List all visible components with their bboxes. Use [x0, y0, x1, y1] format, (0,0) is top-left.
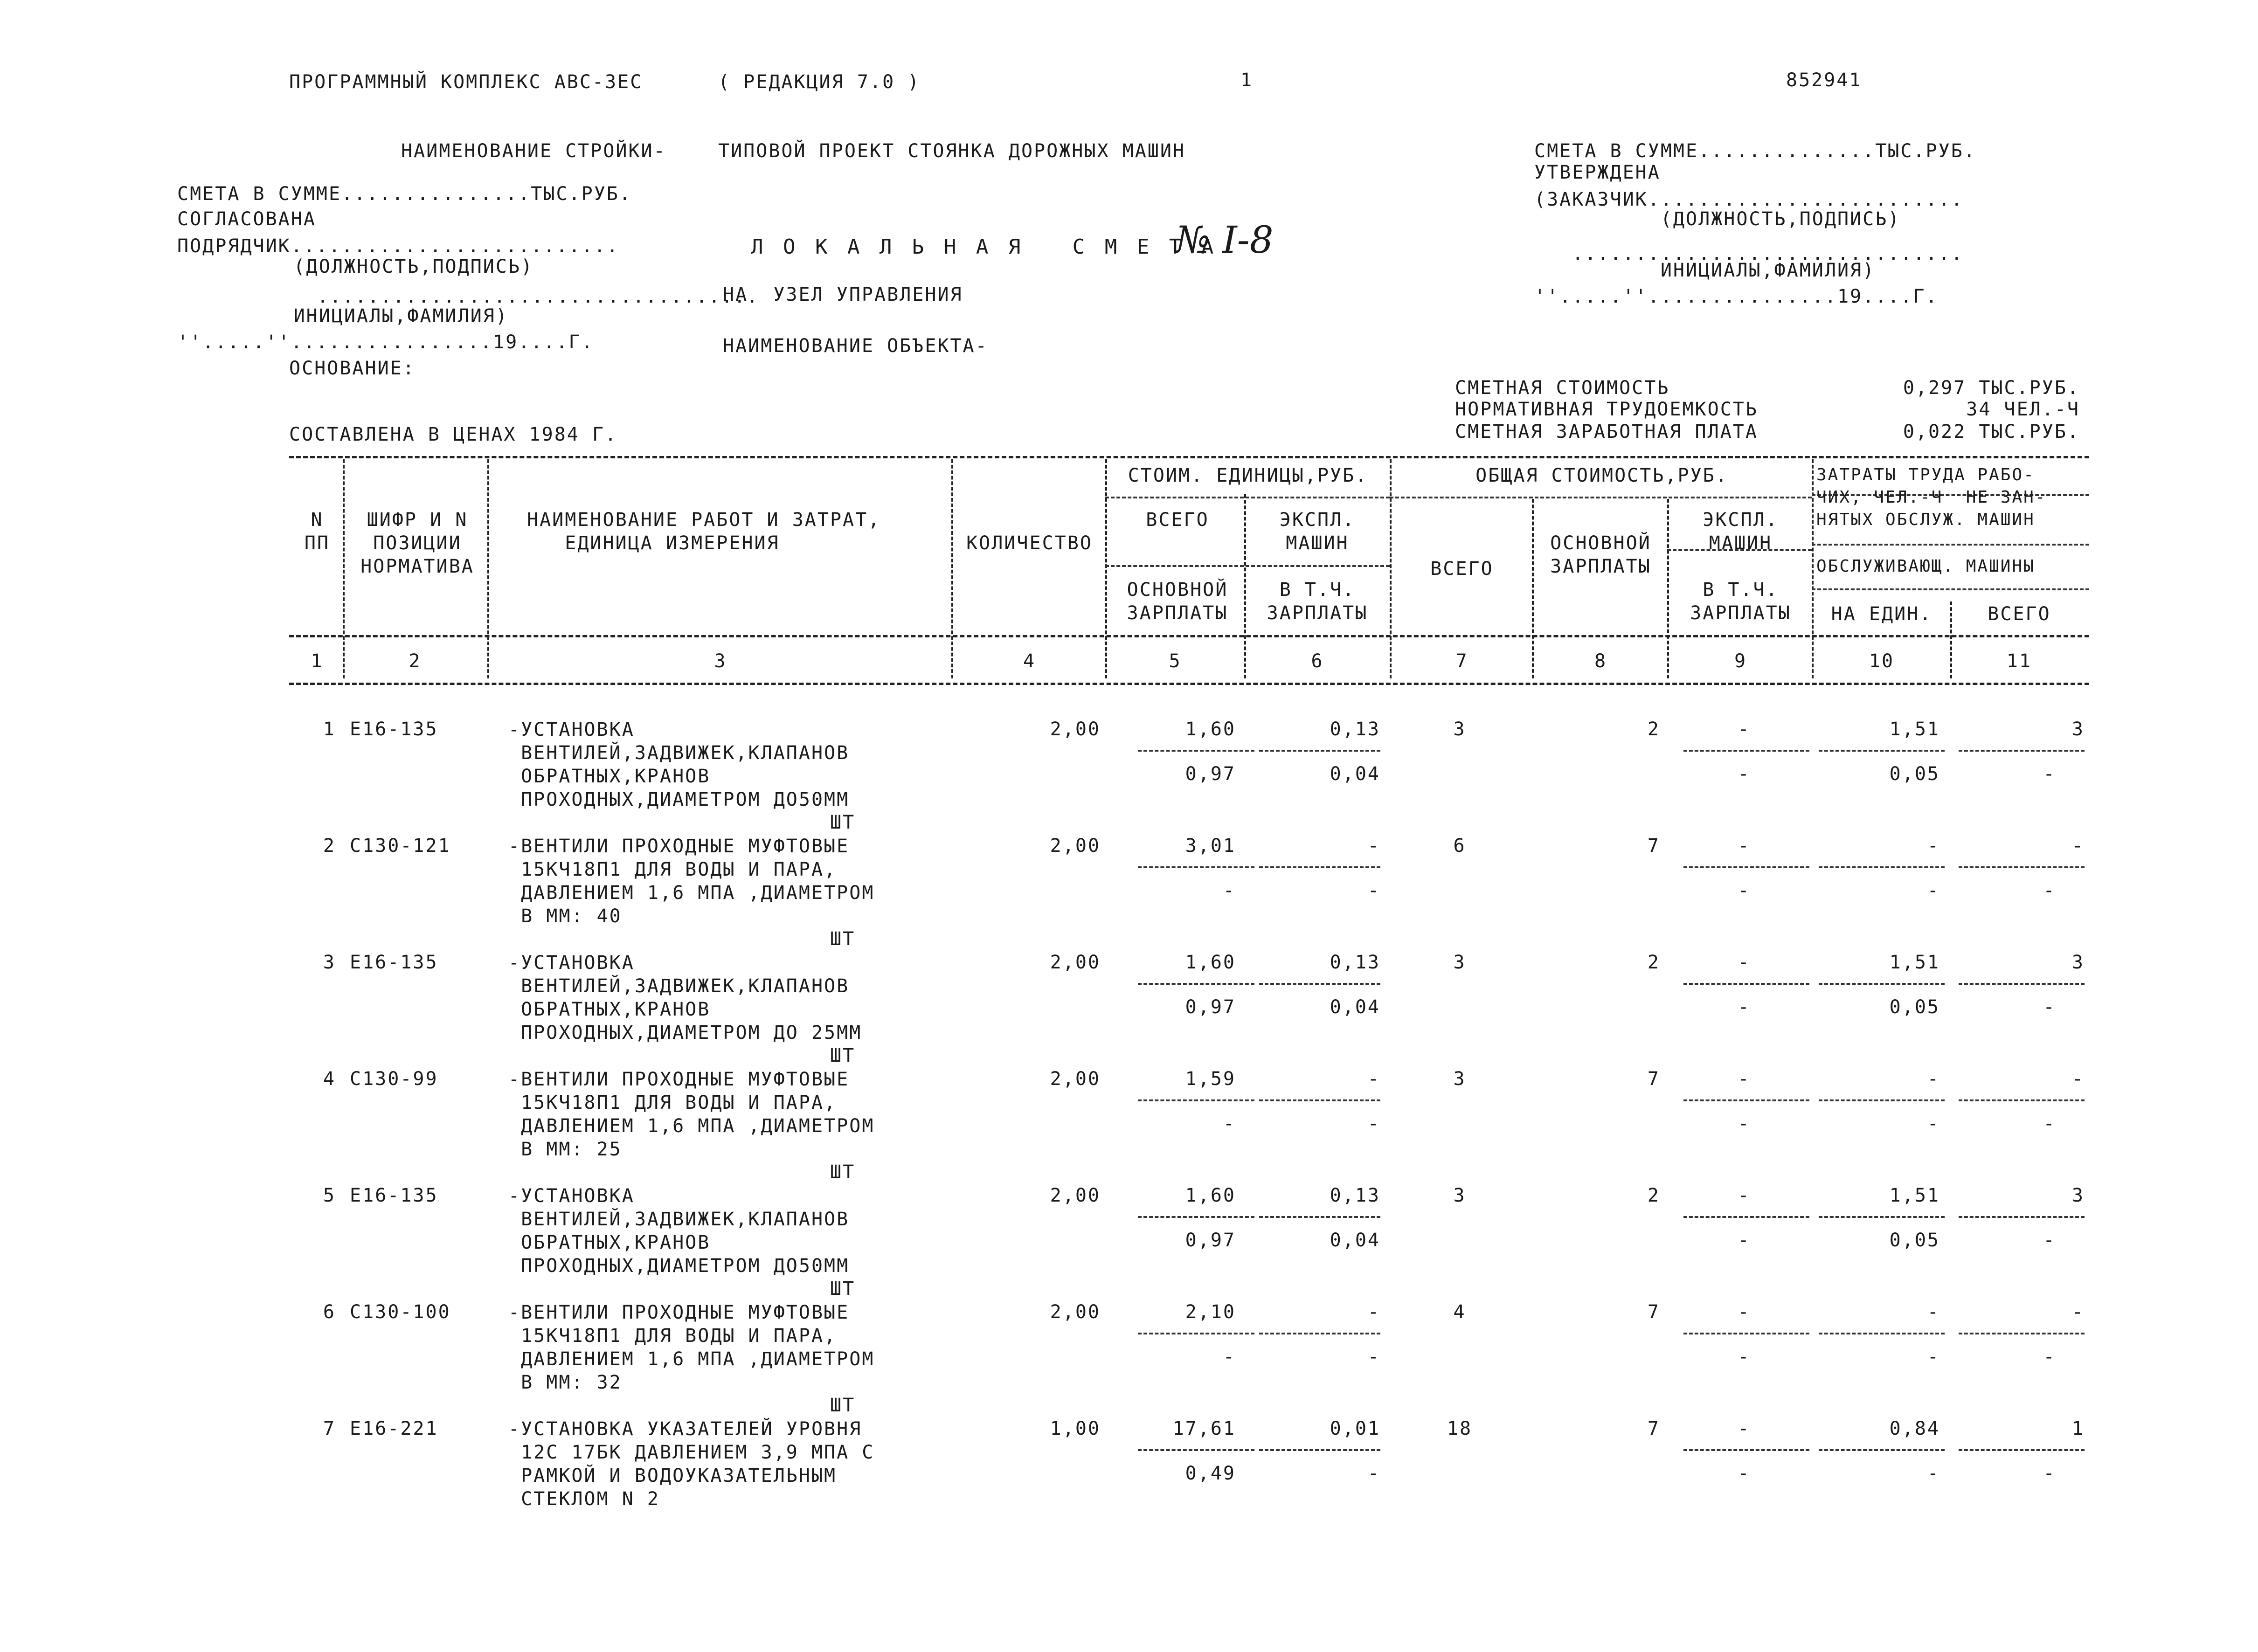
row-total-machine-wages: -	[1738, 1346, 1751, 1368]
row-divider	[1959, 750, 2085, 752]
col-header-7: ВСЕГО	[1430, 558, 1494, 580]
row-total-wages: 7	[1647, 835, 1660, 857]
row-unit-machine-wages: 0,04	[1330, 1230, 1380, 1251]
col-header-8: ОСНОВНОЙ ЗАРПЛАТЫ	[1550, 532, 1651, 577]
row-total-machines: -	[1738, 719, 1751, 740]
approval-line-5: ...............................	[1534, 243, 1964, 264]
row-unit-wages: -	[1223, 1346, 1236, 1368]
row-divider	[1259, 1216, 1380, 1218]
construction-label: НАИМЕНОВАНИЕ СТРОЙКИ-	[401, 140, 666, 162]
summary-value-1: 0,297 ТЫС.РУБ.	[1903, 377, 2080, 399]
row-divider	[1683, 866, 1809, 868]
row-labor-total-machines: -	[2043, 1463, 2056, 1484]
row-unit-machines: -	[1367, 835, 1380, 857]
summary-value-2: 34 ЧЕЛ.-Ч	[1966, 399, 2080, 420]
row-divider	[1259, 866, 1380, 868]
row-divider	[1138, 1216, 1254, 1218]
row-unit: ШТ	[830, 1395, 856, 1416]
approval-line-7: ''.....''...............19....Г.	[1534, 286, 1939, 307]
row-divider	[1959, 1333, 2085, 1334]
row-total-wages: 7	[1647, 1068, 1660, 1090]
row-description: -УСТАНОВКА ВЕНТИЛЕЙ,ЗАДВИЖЕК,КЛАПАНОВ ОБРАТНЫХ,КРАНОВ ПРОХОДНЫХ,ДИАМЕТРОМ ДО 25ММ	[508, 952, 862, 1044]
col-header-4: КОЛИЧЕСТВО	[966, 532, 1093, 554]
page-number: 1	[1240, 69, 1254, 91]
row-divider	[1819, 1333, 1945, 1334]
construction-value: ТИПОВОЙ ПРОЕКТ СТОЯНКА ДОРОЖНЫХ МАШИН	[718, 140, 1186, 162]
col-number-11: 11	[2006, 650, 2032, 672]
row-total: 3	[1453, 1185, 1466, 1206]
row-number: 7	[323, 1418, 336, 1439]
row-divider	[1259, 1333, 1380, 1334]
summary-label-1: СМЕТНАЯ СТОИМОСТЬ	[1455, 377, 1670, 399]
row-labor-unit: -	[1927, 835, 1940, 857]
row-labor-unit-machines: -	[1927, 1113, 1940, 1134]
agreement-line-5: ...................................	[317, 286, 759, 307]
row-description: -ВЕНТИЛИ ПРОХОДНЫЕ МУФТОВЫЕ 15КЧ18П1 ДЛЯ ВОДЫ И ПАРА, ДАВЛЕНИЕМ 1,6 МПА ,ДИАМЕТРОМ В ММ: 32	[508, 1302, 875, 1393]
row-labor-unit: -	[1927, 1068, 1940, 1090]
row-unit-machines: 0,13	[1330, 952, 1380, 973]
approval-line-6: ИНИЦИАЛЫ,ФАМИЛИЯ)	[1534, 260, 1876, 281]
row-quantity: 2,00	[1050, 952, 1101, 973]
row-total-machine-wages: -	[1738, 763, 1751, 785]
agreement-line-6: ИНИЦИАЛЫ,ФАМИЛИЯ)	[205, 305, 508, 327]
row-code: С130-100	[350, 1301, 451, 1323]
row-number: 1	[323, 719, 336, 740]
row-unit-wages: -	[1223, 880, 1236, 901]
row-labor-unit-machines: 0,05	[1889, 1230, 1940, 1251]
row-number: 4	[323, 1068, 336, 1090]
row-labor-unit: 1,51	[1889, 952, 1940, 973]
row-code: С130-99	[350, 1068, 438, 1090]
row-unit-machines: 0,13	[1330, 1185, 1380, 1206]
row-unit-machine-wages: -	[1367, 1463, 1380, 1484]
row-total-machine-wages: -	[1738, 880, 1751, 901]
summary-label-2: НОРМАТИВНАЯ ТРУДОЕМКОСТЬ	[1455, 399, 1758, 420]
row-unit-machines: -	[1367, 1068, 1380, 1090]
row-total: 3	[1453, 952, 1466, 973]
program-name: ПРОГРАММНЫЙ КОМПЛЕКС АВС-3ЕС	[289, 71, 643, 93]
col-header-labor-machines: ОБСЛУЖИВАЮЩ. МАШИНЫ	[1816, 557, 2035, 576]
col-number-5: 5	[1169, 650, 1182, 672]
row-labor-total-machines: -	[2043, 1113, 2056, 1134]
col-number-1: 1	[311, 650, 324, 672]
row-quantity: 2,00	[1050, 1185, 1101, 1206]
row-description: -УСТАНОВКА УКАЗАТЕЛЕЙ УРОВНЯ 12С 17БК ДАВЛЕНИЕМ 3,9 МПА С РАМКОЙ И ВОДОУКАЗАТЕЛЬНЫМ СТЕКЛОМ N 2	[508, 1418, 875, 1510]
row-total-wages: 2	[1647, 719, 1660, 740]
col-number-6: 6	[1311, 650, 1324, 672]
approval-line-2: УТВЕРЖДЕНА	[1534, 162, 1661, 183]
col-number-7: 7	[1455, 650, 1468, 672]
col-header-5b: ОСНОВНОЙ ЗАРПЛАТЫ	[1127, 579, 1228, 624]
row-divider	[1259, 750, 1380, 752]
row-total-machines: -	[1738, 835, 1751, 857]
row-description: -ВЕНТИЛИ ПРОХОДНЫЕ МУФТОВЫЕ 15КЧ18П1 ДЛЯ ВОДЫ И ПАРА, ДАВЛЕНИЕМ 1,6 МПА ,ДИАМЕТРОМ В ММ: 25	[508, 1069, 875, 1160]
approval-line-3: (ЗАКАЗЧИК.........................	[1534, 189, 1964, 210]
estimate-number: № I-8	[1175, 218, 1274, 262]
row-unit: ШТ	[830, 1045, 856, 1066]
row-number: 5	[323, 1185, 336, 1206]
summary-value-3: 0,022 ТЫС.РУБ.	[1903, 421, 2080, 442]
row-unit: ШТ	[830, 1161, 856, 1183]
approval-line-1: СМЕТА В СУММЕ..............ТЫС.РУБ.	[1534, 140, 1976, 162]
row-total-wages: 7	[1647, 1418, 1660, 1439]
row-unit-total: 2,10	[1185, 1301, 1236, 1323]
row-unit-wages: -	[1223, 1113, 1236, 1134]
row-code: Е16-135	[350, 1185, 438, 1206]
row-code: Е16-135	[350, 719, 438, 740]
row-divider	[1259, 1449, 1380, 1451]
row-labor-unit-machines: -	[1927, 1463, 1940, 1484]
row-unit-total: 1,60	[1185, 1185, 1236, 1206]
agreement-line-4: (ДОЛЖНОСТЬ,ПОДПИСЬ)	[205, 256, 534, 277]
prices-line: СОСТАВЛЕНА В ЦЕНАХ 1984 Г.	[289, 424, 618, 445]
row-total-wages: 2	[1647, 1185, 1660, 1206]
row-total-machines: -	[1738, 1301, 1751, 1323]
agreement-line-7: ''.....''................19....Г.	[177, 332, 594, 353]
row-number: 6	[323, 1301, 336, 1323]
col-number-9: 9	[1734, 650, 1747, 672]
row-unit-machines: 0,13	[1330, 719, 1380, 740]
col-number-3: 3	[714, 650, 727, 672]
col-header-10: НА ЕДИН.	[1831, 603, 1932, 625]
row-code: Е16-221	[350, 1418, 438, 1439]
row-unit-machine-wages: 0,04	[1330, 996, 1380, 1018]
col-header-6a: ЭКСПЛ. МАШИН	[1279, 509, 1356, 554]
col-header-3: НАИМЕНОВАНИЕ РАБОТ И ЗАТРАТ, ЕДИНИЦА ИЗМЕРЕНИЯ	[527, 509, 881, 554]
summary-label-3: СМЕТНАЯ ЗАРАБОТНАЯ ПЛАТА	[1455, 421, 1758, 442]
row-labor-unit: 1,51	[1889, 1185, 1940, 1206]
row-unit-wages: 0,97	[1185, 996, 1236, 1018]
row-divider	[1959, 1216, 2085, 1218]
row-divider	[1819, 866, 1945, 868]
row-total-wages: 2	[1647, 952, 1660, 973]
row-unit: ШТ	[830, 1278, 856, 1299]
row-divider	[1259, 1099, 1380, 1101]
row-labor-total-machines: -	[2043, 880, 2056, 901]
row-divider	[1138, 750, 1254, 752]
row-unit: ШТ	[830, 928, 856, 950]
row-unit-wages: 0,97	[1185, 763, 1236, 785]
row-unit-machine-wages: -	[1367, 880, 1380, 901]
row-total-machines: -	[1738, 1418, 1751, 1439]
col-header-6b: В Т.Ч. ЗАРПЛАТЫ	[1267, 579, 1368, 624]
row-labor-total-machines: -	[2043, 996, 2056, 1018]
row-labor-total-machines: -	[2043, 1346, 2056, 1368]
col-header-total-cost: ОБЩАЯ СТОИМОСТЬ,РУБ.	[1475, 465, 1728, 486]
row-labor-total-machines: -	[2043, 1230, 2056, 1251]
row-unit-total: 1,59	[1185, 1068, 1236, 1090]
row-divider	[1819, 1216, 1945, 1218]
row-quantity: 2,00	[1050, 835, 1101, 857]
row-labor-total: -	[2071, 835, 2085, 857]
row-unit: ШТ	[830, 812, 856, 833]
row-divider	[1959, 866, 2085, 868]
row-quantity: 2,00	[1050, 1068, 1101, 1090]
col-number-2: 2	[409, 650, 422, 672]
row-labor-unit: -	[1927, 1301, 1940, 1323]
object-line: НА УЗЕЛ УПРАВЛЕНИЯ	[723, 284, 963, 305]
col-header-9a: ЭКСПЛ. МАШИН	[1703, 509, 1779, 554]
row-divider	[1259, 983, 1380, 985]
row-labor-total: 3	[2071, 952, 2085, 973]
row-total-machine-wages: -	[1738, 1113, 1751, 1134]
row-unit-wages: 0,49	[1185, 1463, 1236, 1484]
row-total: 4	[1453, 1301, 1466, 1323]
row-labor-total: 1	[2071, 1418, 2085, 1439]
row-labor-unit-machines: 0,05	[1889, 763, 1940, 785]
row-total-machines: -	[1738, 1185, 1751, 1206]
row-labor-total: -	[2071, 1068, 2085, 1090]
row-labor-total: 3	[2071, 719, 2085, 740]
row-unit-machine-wages: 0,04	[1330, 763, 1380, 785]
col-header-1: N ПП	[304, 509, 330, 554]
row-divider	[1959, 1449, 2085, 1451]
row-unit-machines: 0,01	[1330, 1418, 1380, 1439]
row-divider	[1138, 1333, 1254, 1334]
row-labor-unit-machines: -	[1927, 880, 1940, 901]
row-labor-total: -	[2071, 1301, 2085, 1323]
row-total: 18	[1447, 1418, 1473, 1439]
basis-label: ОСНОВАНИЕ:	[289, 358, 416, 379]
row-divider	[1819, 750, 1945, 752]
row-unit-machines: -	[1367, 1301, 1380, 1323]
row-labor-total-machines: -	[2043, 763, 2056, 785]
row-divider	[1683, 750, 1809, 752]
col-number-4: 4	[1023, 650, 1036, 672]
row-divider	[1683, 1449, 1809, 1451]
row-labor-unit-machines: -	[1927, 1346, 1940, 1368]
row-total: 3	[1453, 1068, 1466, 1090]
row-total-machines: -	[1738, 1068, 1751, 1090]
col-header-labor: ЗАТРАТЫ ТРУДА РАБО- ЧИХ, ЧЕЛ.-Ч НЕ ЗАН- НЯТЫХ ОБСЛУЖ. МАШИН	[1816, 465, 2047, 529]
row-unit-total: 1,60	[1185, 952, 1236, 973]
row-unit-machine-wages: -	[1367, 1346, 1380, 1368]
row-divider	[1683, 983, 1809, 985]
row-total: 3	[1453, 719, 1466, 740]
col-header-unit-cost: СТОИМ. ЕДИНИЦЫ,РУБ.	[1128, 465, 1368, 486]
row-description: -УСТАНОВКА ВЕНТИЛЕЙ,ЗАДВИЖЕК,КЛАПАНОВ ОБРАТНЫХ,КРАНОВ ПРОХОДНЫХ,ДИАМЕТРОМ ДО50ММ	[508, 719, 850, 810]
row-divider	[1138, 1449, 1254, 1451]
row-divider	[1683, 1099, 1809, 1101]
row-total-machines: -	[1738, 952, 1751, 973]
col-header-5a: ВСЕГО	[1146, 509, 1209, 531]
agreement-line-3: ПОДРЯДЧИК..........................	[177, 235, 619, 257]
row-total-wages: 7	[1647, 1301, 1660, 1323]
edition: ( РЕДАКЦИЯ 7.0 )	[718, 71, 921, 93]
row-total-machine-wages: -	[1738, 996, 1751, 1018]
agreement-line-2: СОГЛАСОВАНА	[177, 208, 316, 230]
row-number: 3	[323, 952, 336, 973]
col-header-2: ШИФР И N ПОЗИЦИИ НОРМАТИВА	[360, 509, 474, 577]
row-unit-total: 3,01	[1185, 835, 1236, 857]
agreement-line-1: СМЕТА В СУММЕ...............ТЫС.РУБ.	[177, 183, 632, 205]
row-labor-unit: 0,84	[1889, 1418, 1940, 1439]
row-total: 6	[1453, 835, 1466, 857]
row-total-machine-wages: -	[1738, 1230, 1751, 1251]
row-total-machine-wages: -	[1738, 1463, 1751, 1484]
row-divider	[1819, 1099, 1945, 1101]
object-name-label: НАИМЕНОВАНИЕ ОБЪЕКТА-	[723, 335, 988, 357]
row-divider	[1959, 1099, 2085, 1101]
row-quantity: 1,00	[1050, 1418, 1101, 1439]
document-code: 852941	[1786, 69, 1862, 91]
row-code: Е16-135	[350, 952, 438, 973]
row-labor-total: 3	[2071, 1185, 2085, 1206]
row-divider	[1819, 1449, 1945, 1451]
col-header-11: ВСЕГО	[1988, 603, 2051, 625]
row-divider	[1683, 1216, 1809, 1218]
document-title: Л О К А Л Ь Н А Я С М Е Т А	[751, 235, 1218, 259]
row-divider	[1138, 866, 1254, 868]
row-unit-total: 17,61	[1172, 1418, 1236, 1439]
approval-line-4: (ДОЛЖНОСТЬ,ПОДПИСЬ)	[1534, 208, 1901, 230]
row-divider	[1683, 1333, 1809, 1334]
col-number-8: 8	[1594, 650, 1607, 672]
row-unit-wages: 0,97	[1185, 1230, 1236, 1251]
row-quantity: 2,00	[1050, 1301, 1101, 1323]
row-unit-machine-wages: -	[1367, 1113, 1380, 1134]
row-code: С130-121	[350, 835, 451, 857]
row-divider	[1959, 983, 2085, 985]
row-number: 2	[323, 835, 336, 857]
row-description: -УСТАНОВКА ВЕНТИЛЕЙ,ЗАДВИЖЕК,КЛАПАНОВ ОБРАТНЫХ,КРАНОВ ПРОХОДНЫХ,ДИАМЕТРОМ ДО50ММ	[508, 1185, 850, 1277]
row-divider	[1138, 983, 1254, 985]
row-divider	[1138, 1099, 1254, 1101]
row-labor-unit-machines: 0,05	[1889, 996, 1940, 1018]
col-header-9b: В Т.Ч. ЗАРПЛАТЫ	[1690, 579, 1791, 624]
row-description: -ВЕНТИЛИ ПРОХОДНЫЕ МУФТОВЫЕ 15КЧ18П1 ДЛЯ ВОДЫ И ПАРА, ДАВЛЕНИЕМ 1,6 МПА ,ДИАМЕТРОМ В ММ: 40	[508, 836, 875, 927]
row-quantity: 2,00	[1050, 719, 1101, 740]
row-labor-unit: 1,51	[1889, 719, 1940, 740]
row-unit-total: 1,60	[1185, 719, 1236, 740]
col-number-10: 10	[1869, 650, 1895, 672]
row-divider	[1819, 983, 1945, 985]
